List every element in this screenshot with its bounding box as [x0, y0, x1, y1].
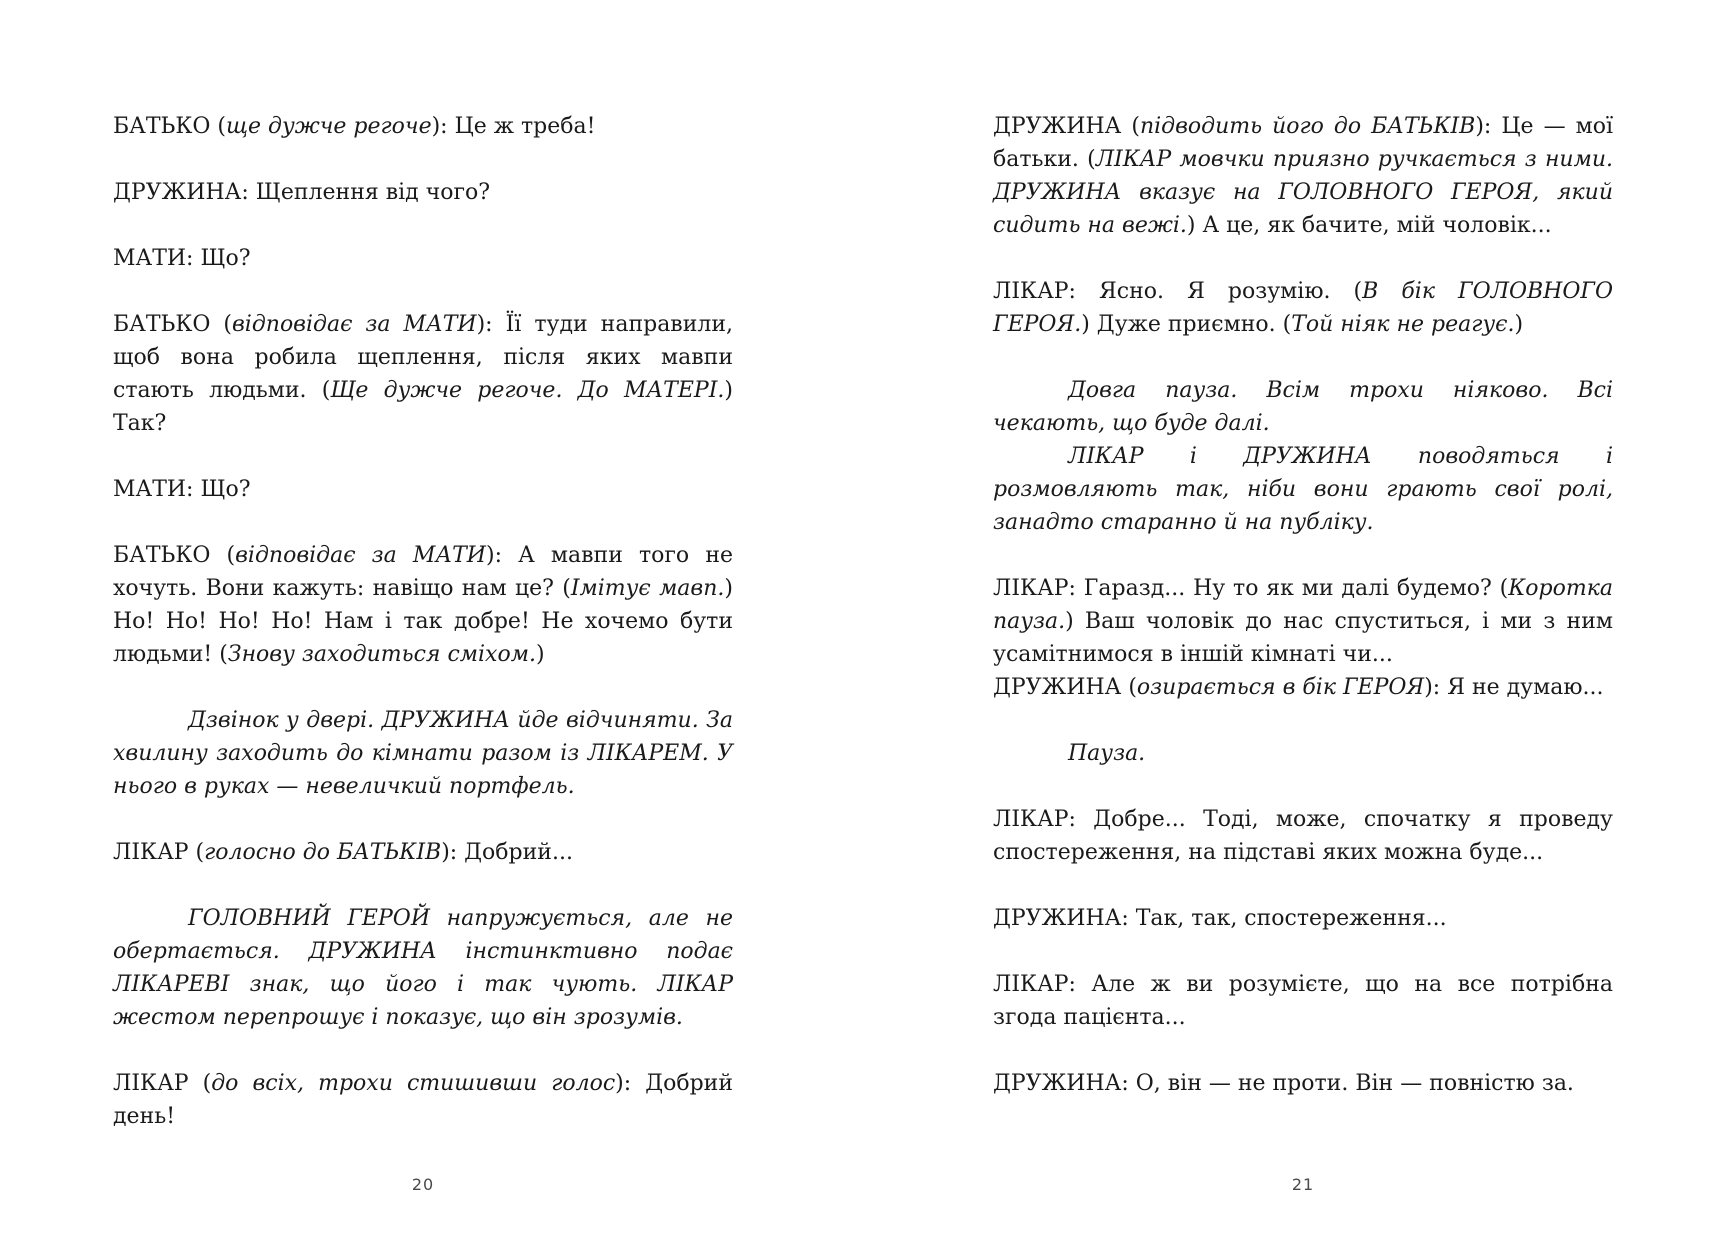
speaker: МАТИ — [113, 246, 187, 271]
dialogue-line: ЛІКАР: Добре... Тоді, може, спочатку я проведу спостереження, на підставі яких можна буде... — [993, 807, 1613, 865]
dialogue-line: ЛІКАР: Гаразд... Ну то як ми далі будемо? (Коротка пауза.) Ваш чоловік до нас спуститься, і ми з ним усамітнимося в іншій кімнаті чи... — [993, 576, 1613, 667]
stage-direction: відповідає за МАТИ — [231, 312, 477, 337]
speaker: ДРУЖИНА — [993, 906, 1122, 931]
stage-direction-paragraph: Пауза. — [1068, 741, 1146, 766]
dialogue-line: ДРУЖИНА: Так, так, спостереження... — [993, 906, 1447, 931]
dialogue-line: МАТИ: Що? — [113, 246, 251, 271]
dialogue-line: ДРУЖИНА (озирається в бік ГЕРОЯ): Я не думаю... — [993, 675, 1604, 700]
stage-direction: Знову заходиться сміхом. — [227, 642, 536, 667]
speaker: ЛІКАР — [993, 279, 1069, 304]
speaker: ЛІКАР — [113, 840, 189, 865]
dialogue-line: ЛІКАР (до всіх, трохи стишивши голос): Добрий день! — [113, 1071, 734, 1129]
dialogue-line: БАТЬКО (відповідає за МАТИ): А мавпи того не хочуть. Вони кажуть: навіщо нам це? (Імітує мавп.) Но! Но! Но! Но! Нам і так добре! Не хочемо бути людьми! (Знову заходиться сміхом.) — [113, 543, 733, 667]
speaker: ЛІКАР — [993, 576, 1069, 601]
right-page-text — [993, 110, 1613, 1133]
right-page — [856, 0, 1713, 1258]
stage-direction: озирається в бік ГЕРОЯ — [1136, 675, 1425, 700]
stage-direction: Ще дужче регоче. До МАТЕРІ. — [330, 378, 725, 403]
stage-direction: до всіх, трохи стишивши голос — [211, 1071, 616, 1096]
stage-direction-paragraph: Довга пауза. Всім трохи ніяково. Всі чекають, що буде далі. — [993, 378, 1613, 436]
dialogue-line: ЛІКАР: Але ж ви розумієте, що на все потрібна згода пацієнта... — [993, 972, 1613, 1030]
speaker: БАТЬКО — [113, 114, 211, 139]
stage-direction-paragraph: Дзвінок у двері. ДРУЖИНА йде відчиняти. За хвилину заходить до кімнати разом із ЛІКАРЕМ. У нього в руках — невеличкий портфель. — [113, 708, 733, 799]
speaker: ЛІКАР — [993, 972, 1069, 997]
stage-direction-paragraph: ЛІКАР і ДРУЖИНА поводяться і розмовляють так, ніби вони грають свої ролі, занадто старанно й на публіку. — [993, 444, 1613, 535]
dialogue-line: БАТЬКО (ще дужче регоче): Це ж треба! — [113, 114, 596, 139]
dialogue-line: БАТЬКО (відповідає за МАТИ): Її туди направили, щоб вона робила щеплення, після яких мавпи стають людьми. (Ще дужче регоче. До МАТЕРІ.) Так? — [113, 312, 733, 436]
speaker: ДРУЖИНА — [993, 114, 1122, 139]
left-page — [0, 0, 856, 1258]
speaker: ДРУЖИНА — [993, 1071, 1122, 1096]
page-number: 20 — [411, 1175, 435, 1194]
stage-direction: Імітує мавп. — [570, 576, 725, 601]
speaker: ЛІКАР — [113, 1071, 189, 1096]
dialogue-line: ЛІКАР (голосно до БАТЬКІВ): Добрий... — [113, 840, 573, 865]
stage-direction: підводить його до БАТЬКІВ — [1139, 114, 1476, 139]
stage-direction: В бік ГОЛОВНОГО ГЕРОЯ. — [993, 279, 1614, 337]
dialogue-line: МАТИ: Що? — [113, 477, 251, 502]
stage-direction: Той ніяк не реагує. — [1291, 312, 1515, 337]
stage-direction-paragraph: ГОЛОВНИЙ ГЕРОЙ напружується, але не обертається. ДРУЖИНА інстинктивно подає ЛІКАРЕВІ знак, що його і так чують. ЛІКАР жестом перепрошує і показує, що він зрозумів. — [113, 906, 733, 1030]
stage-direction: ЛІКАР мовчки приязно ручкається з ними. ДРУЖИНА вказує на ГОЛОВНОГО ГЕРОЯ, який сидить на вежі. — [993, 147, 1614, 238]
page-number: 21 — [1291, 1175, 1315, 1194]
stage-direction: Коротка пауза. — [993, 576, 1613, 634]
left-page-text — [113, 110, 733, 1166]
dialogue-line: ДРУЖИНА: Щеплення від чого? — [113, 180, 491, 205]
speaker: МАТИ — [113, 477, 187, 502]
stage-direction: відповідає за МАТИ — [235, 543, 486, 568]
speaker: ДРУЖИНА — [993, 675, 1122, 700]
speaker: БАТЬКО — [113, 543, 211, 568]
dialogue-line: ДРУЖИНА (підводить його до БАТЬКІВ): Це — мої батьки. (ЛІКАР мовчки приязно ручкається з ними. ДРУЖИНА вказує на ГОЛОВНОГО ГЕРОЯ, який сидить на вежі.) А це, як бачите, мій чоловік... — [993, 114, 1614, 238]
speaker: ДРУЖИНА — [113, 180, 242, 205]
dialogue-line: ДРУЖИНА: О, він — не проти. Він — повністю за. — [993, 1071, 1574, 1096]
stage-direction: голосно до БАТЬКІВ — [204, 840, 442, 865]
dialogue-line: ЛІКАР: Ясно. Я розумію. (В бік ГОЛОВНОГО ГЕРОЯ.) Дуже приємно. (Той ніяк не реагує.) — [993, 279, 1614, 337]
speaker: ЛІКАР — [993, 807, 1069, 832]
speaker: БАТЬКО — [113, 312, 211, 337]
stage-direction: ще дужче регоче — [225, 114, 432, 139]
